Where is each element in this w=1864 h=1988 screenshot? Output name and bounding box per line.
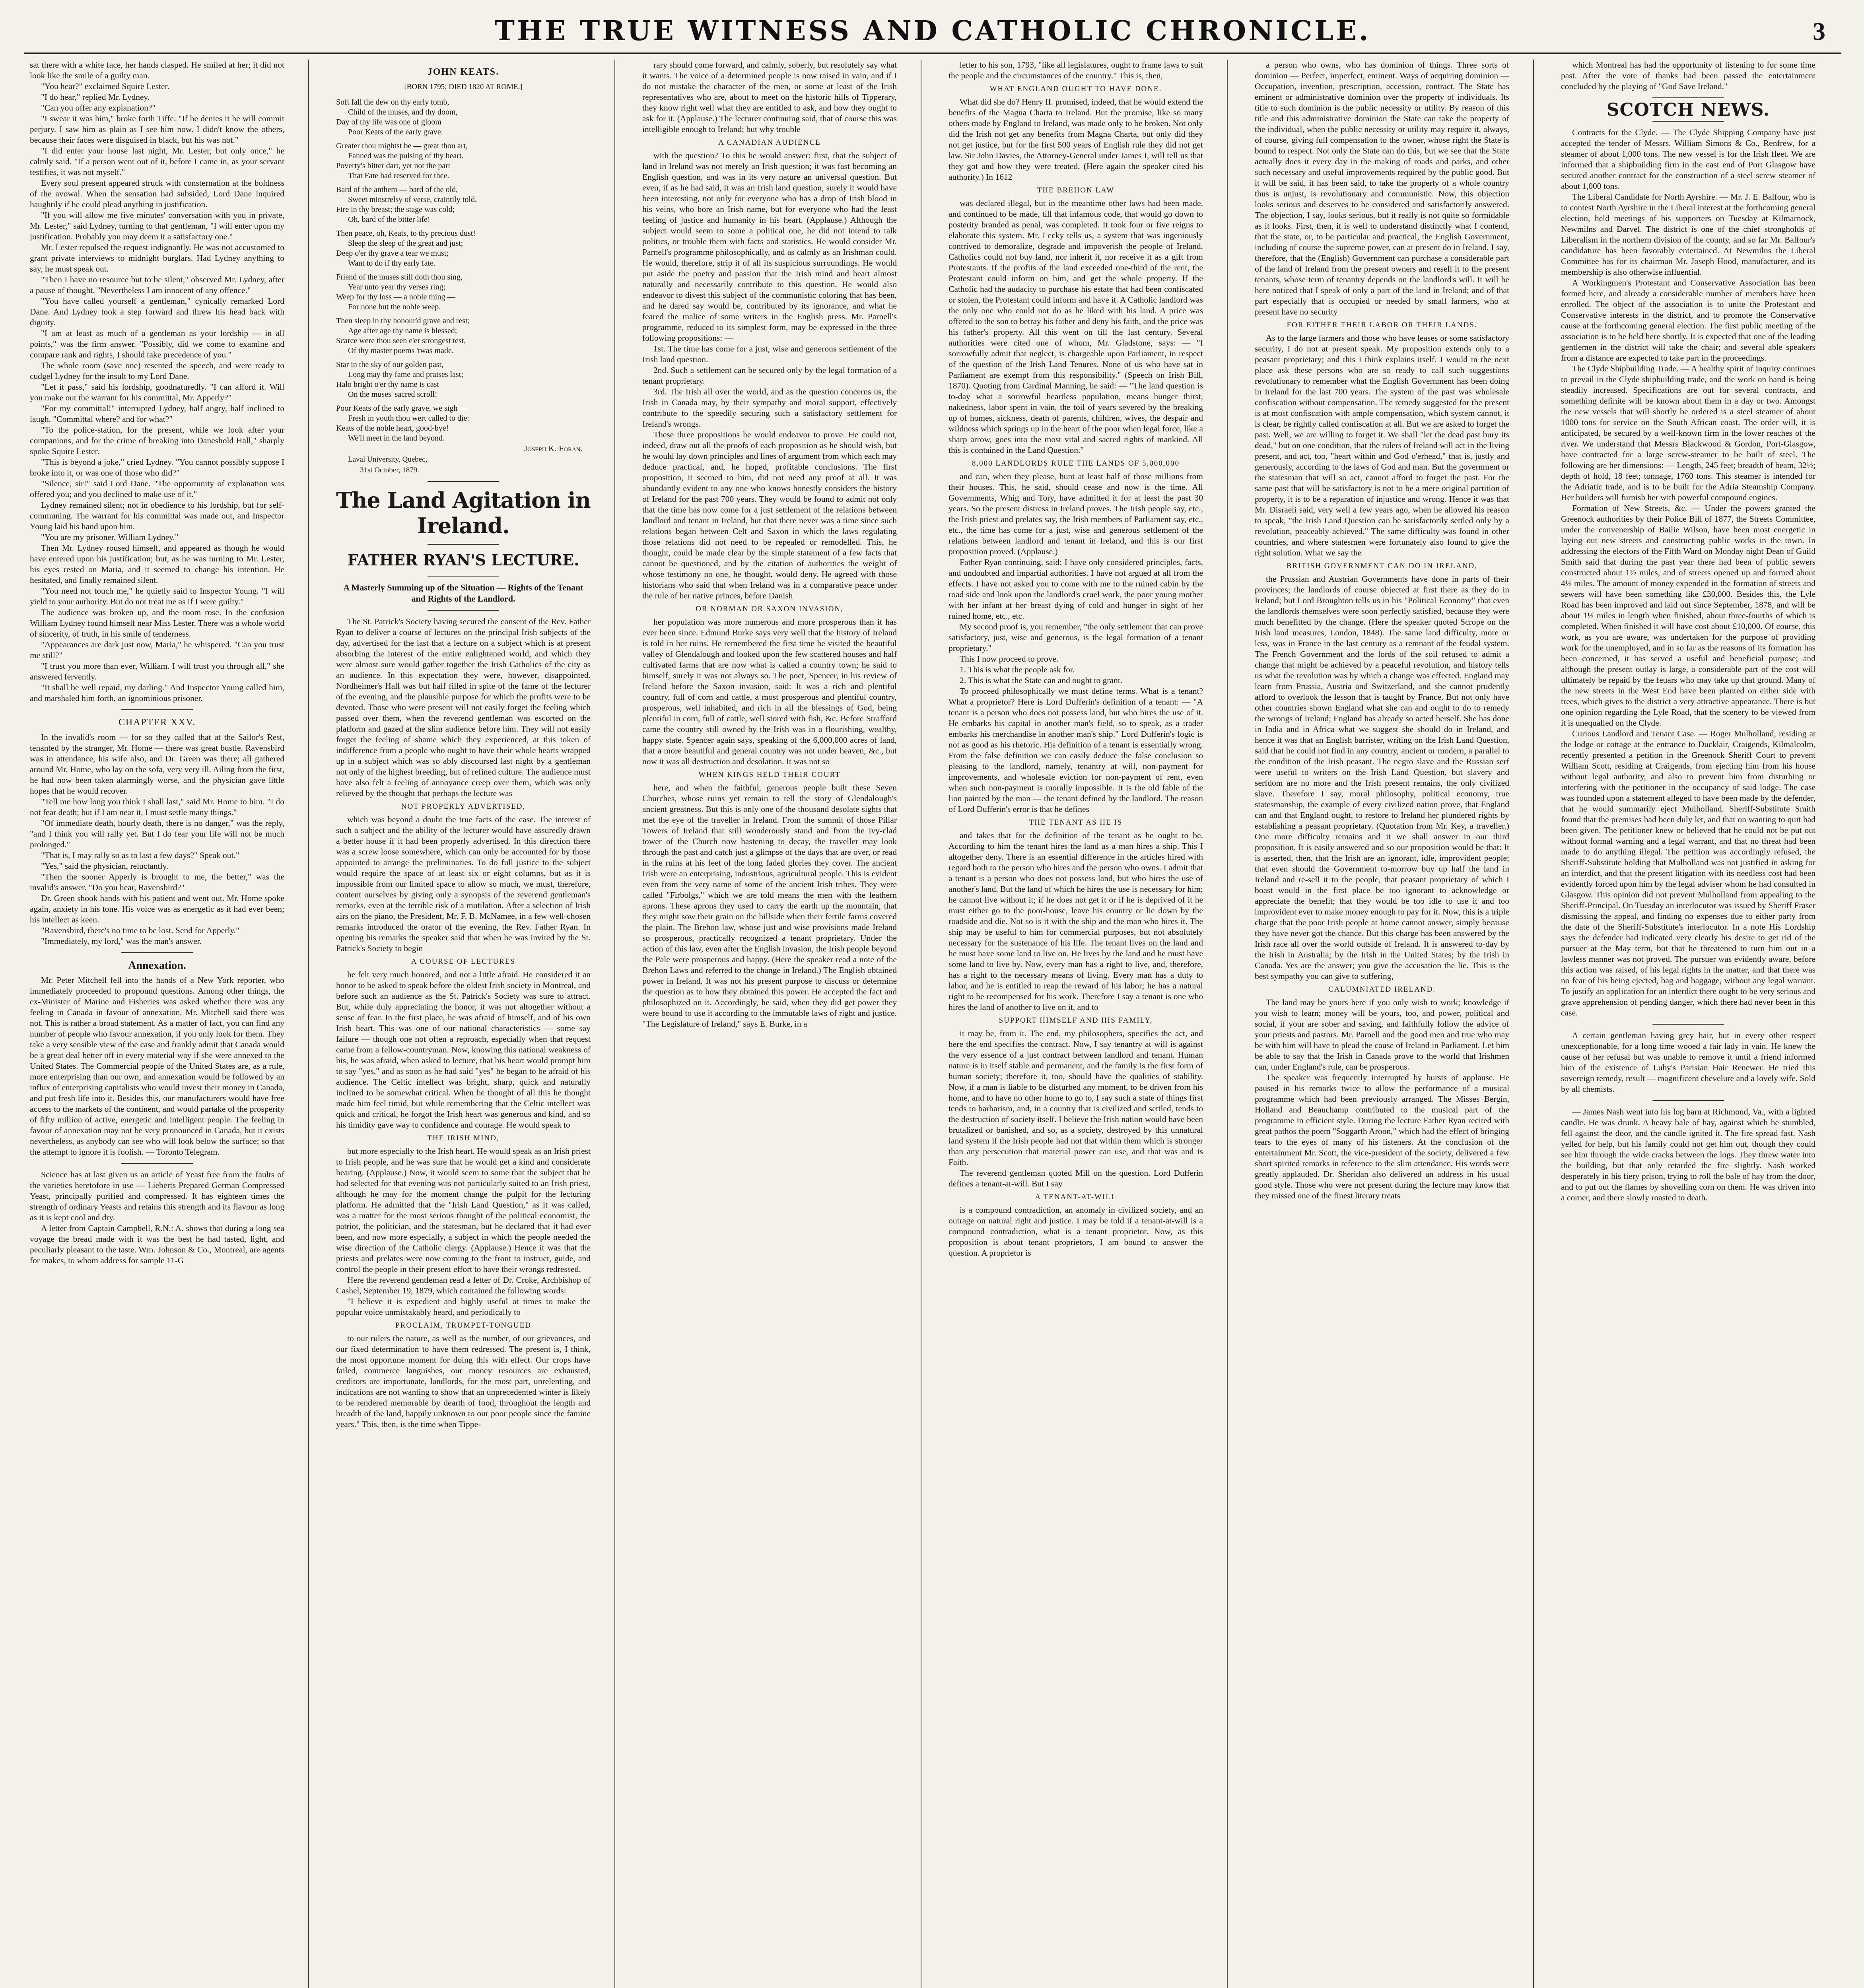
paragraph: What did she do? Henry II. promised, indeed, that he would extend the benefits of the Magna Charta to Ireland. But the promise, like so many others made by England to Ireland, was made only to be broken. Not only did the Irish not get any benefits from Magna Charta, but only did they not get justice, but for the first 500 years of English rule they did not get law. Sir John Davies, the Attorney-General under James I, will tell us that they got and how they were treated. (Here again the speaker cited his authority.) In 1612 (949, 97, 1203, 182)
paragraph: which was beyond a doubt the true facts of the case. The interest of such a subject and the ability of the lecturer would have assuredly drawn a better house if it had been properly advertised. In this direction there was a screw loose somewhere, which can only be accounted for by those appointed to arrange the preliminaries. To do full justice to the subject would require the space of at least six or eight columns, but as it is impossible from our limited space to allow so much, we must, therefore, content ourselves by giving only a synopsis of the reverend gentleman's remarks, even at the terrible risk of a mutilation. After a selection of Irish airs on the piano, the President, Mr. F. B. McNamee, in a few well-chosen remarks introduced the orator of the evening, the Rev. Father Ryan. In opening his remarks the speaker said that when he was invited by the St. Patrick's Society to begin (336, 815, 591, 953)
article-heading: Annexation. (128, 959, 186, 972)
paragraph: "Silence, sir!" said Lord Dane. "The opportunity of explanation was offered you; and you declined to make use of it." (30, 479, 284, 499)
poem-line: Deep o'er thy grave a tear we must; (336, 249, 449, 258)
paragraph: Mr. Peter Mitchell fell into the hands of a New York reporter, who immediately proceeded to propound questions. Among other things, the ex-Minister of Marine and Fisheries was asked whether there was any feeling in Canada in favour of annexation. Mr. Mitchell said there was not. This is rather a broad statement. As a matter of fact, you can find any number of people who favour annexation, if you only look for them. They take a very sensible view of the case and frankly admit that Canada would be a great deal better off in every material way if she were annexed to the United States. The Commercial people of the United States are, as a rule, more enterprising than our own, and annexation would be followed by an influx of enterprising capitalists who would invest their money in Canada, and put fresh life into it. Besides this, our manufacturers would have free access to the markets of the continent, and would partake of the prosperity of fifty million of active, energetic and intelligent people. The feeling in favour of annexation may not be very pronounced in Canada, but it exists nevertheless, as anybody can see who will look below the surface; so that the attempt to ignore it is foolish. — Toronto Telegram. (30, 975, 284, 1157)
poem-line: Fresh in youth thou wert called to die: (348, 414, 469, 423)
divider (121, 1163, 193, 1164)
poem-line: Oh, bard of the bitter life! (348, 215, 430, 224)
poem-line: That Fate had reserved for thee. (348, 171, 449, 180)
paragraph: The audience was broken up, and the room rose. In the confusion William Lydney found himself near Miss Lester. There was a whole world of sincerity, of truth, in his smile of tenderness. (30, 608, 284, 639)
paragraph: "To the police-station, for the present, while we look after your companions, and for the crime of breaking into Daneshold Hall," sharply spoke Squire Lester. (30, 425, 284, 456)
paragraph: To proceed philosophically we must define terms. What is a tenant? What a proprietor? Here is Lord Dufferin's definition of a tenant: — "A tenant is a person who does not possess land, but who hires the use of it. He embarks his capital in another man's field, so to speak, as a trader embarks his merchandise in another man's ship." Lord Dufferin's logic is not as good as his rhetoric. His definition of a tenant is essentially wrong. From the false definition we can easily deduce the false conclusion so pleasing to the landlord, namely, tenantry at will, non-payment for improvements, and wholesale eviction for non-payment of rent, even when such non-payment is morally impossible. It is the old fable of the lion painted by the man — the tenant defined by the landlord. The reason of Lord Dufferin's error is that he defines (949, 686, 1203, 814)
divider (1652, 97, 1724, 98)
poem-line: Child of the muses, and thy doom, (348, 108, 458, 116)
paragraph: "I swear it was him," broke forth Tiffe. "If he denies it he will commit perjury. I saw him as plain as I see him now. I didn't know the others, because their faces were disguised in black, but his was not." (30, 114, 284, 145)
section-subhead: NOT PROPERLY ADVERTISED, (401, 802, 526, 811)
poem-line: Friend of the muses still doth thou sing, (336, 273, 463, 282)
paragraph: 1st. The time has come for a just, wise and generous settlement of the Irish land question. (642, 344, 897, 364)
divider (1652, 1024, 1724, 1025)
poem-line: Keats of the noble heart, good-bye! (336, 424, 449, 433)
paragraph: and can, when they please, hunt at least half of those millions from their houses. This, he said, should cease and now is the time. All Governments, Whig and Tory, have admitted it for at least the past 30 years. So the present distress in Ireland proves. The Irish people say, etc., the Irish priest and prelates say, the Irish members of Parliament say, etc., etc., the time has come for a just, wise and generous settlement of the relations between landlord and tenant in Ireland, and this is our first proposition proved. (Applause.) (949, 472, 1203, 556)
paragraph: letter to his son, 1793, "like all legislatures, ought to frame laws to suit the people and the circumstances of the country." This is, then, (949, 60, 1203, 80)
section-subhead: A TENANT-AT-WILL (1035, 1193, 1117, 1201)
paragraph: Lydney remained silent; not in obedience to his lordship, but for self-communing. The warrant for his committal was made out, and Inspector Young laid his hand upon him. (30, 500, 284, 531)
paragraph: In the invalid's room — for so they called that at the Sailor's Rest, tenanted by the stranger, Mr. Home — there was great bustle. Ravensbird was in attendance, his wife also, and Dr. Green was there; all gathered around Mr. Home, who lay on the sofa, very very ill. Ailing from the first, he had now been taken alarmingly worse, and the physician gave little hopes that he would recover. (30, 732, 284, 796)
paragraph: Mr. Lester repulsed the request indignantly. He was not accustomed to grant private interviews to midnight burglars. Had Lydney anything to say, he must speak out. (30, 243, 284, 274)
column-1 (30, 60, 284, 1988)
divider (121, 952, 193, 953)
paragraph: "Of immediate death, hourly death, there is no danger," was the reply, "and I think you will rally yet. But I do fear your life will not be much prolonged." (30, 818, 284, 849)
paragraph: Formation of New Streets, &c. — Under the powers granted the Greenock authorities by their Police Bill of 1877, the Streets Committee, under the convenership of Bailie Wilson, have been most energetic in laying out new streets and constructing public works in the town. In addressing the electors of the Fifth Ward on Monday night Dean of Guild Smith said that during the past year there had been of public sewers constructed about 1½ miles, and of streets opened up and formed about 4½ miles. The amount of money expended in the formation of streets and sewers will have been something like £30,000. Besides this, the Lyle Road has been improved and laid out since September, 1878, and will be about 1½ miles in length when finished, about three-fourths of which is completed. When finished it will have cost about £10,000. Of course, this work, as you are aware, was undertaken for the purpose of providing work for the unemployed, and in so far as the reasons of its formation has been concerned, it has served a useful and beneficial purpose; and although the present outlay is large, a considerable part of the cost will ultimately be repaid by the feuars who may take up that ground. Many of the new streets in the West End have been planted on either side with trees, which gives to the district a very attractive appearance. There is but one opinion regarding the Lyle Road, that the scenery to be viewed from it is unequalled on the Clyde. (1561, 503, 1815, 728)
section-subhead: PROCLAIM, TRUMPET-TONGUED (395, 1321, 532, 1330)
section-subhead: A COURSE OF LECTURES (411, 957, 516, 966)
poem-line (336, 137, 591, 141)
paragraph: "I trust you more than ever, William. I will trust you through all," she answered fervently. (30, 661, 284, 681)
paragraph: "Let it pass," said his lordship, goodnaturedly. "I can afford it. Will you make out the warrant for his committal, Mr. Apperly?" (30, 382, 284, 402)
column-3 (642, 60, 897, 1988)
divider (428, 576, 499, 577)
column-rule (614, 60, 615, 1988)
section-subhead: THE TENANT AS HE IS (1029, 818, 1123, 827)
divider (121, 709, 193, 710)
paragraph: These three propositions he would endeavor to prove. He could not, indeed, draw out all the proofs of each proposition as he should wish, but he would lay down principles and lines of argument from which each may deduce practical, and, he hoped, profitable conclusions. The first proposition, it seemed to him, did not need any proof at all. It was abundantly evident to any one who knows honestly considers the history of Ireland for the past 700 years. They would be found to admit not only that the time has now come for a just settlement of the relations between landlord and tenant in Ireland, but that there never was a time since such relations began between Celt and Saxon in which the laws regulating those relations did not need to be repealed or remodelled. This, he thought, could be made clear by the simple statement of a few facts that cannot be questioned, and by the citation of authorities the weight of whose testimony no one, he thought, would deny. He agreed with those historians who said that when Ireland was in a comparative peace under the rule of her native princes, before Danish (642, 430, 897, 600)
paragraph: a person who owns, who has dominion of things. Three sorts of dominion — Perfect, imperfect, eminent. Ways of acquiring dominion — Occupation, invention, prescription, accession, contract. The State has eminent or administrative dominion over the property of individuals. Its title to such dominion is the public necessity or utility. By reason of this title and this administrative dominion the State can take the property of the individual, when the public necessity or utility may require it, always, of course, giving full compensation to the owner, whose right the State is bound to respect. Not only the State can do this, but we see that the State actually does it every day in the making of roads and parks, and other such necessary and useful improvements required by the public good. But it will be said, it has been said, to take the property of a whole country thus is unjust, is revolutionary and communistic. Now, this objection looks serious and deserves to be considered and satisfactorily answered. The objection, I say, looks serious, but it really is not quite so formidable as it looks. First, then, it is well to understand distinctly what I contend, that the state, or, to be particular and practical, the English Government, including of course the supreme power, can at present do in Ireland. I say, therefore, that the (English) Government can purchase a considerable part of the land of Ireland from the present owners and resell it to the present tenants, whose term of tenantry depends on the landlord's will. It will be here noticed that I speak of only a part of the land in Ireland; and of that part especially that is occupied or needed by small farmers, who at present have no security (1255, 60, 1509, 316)
paragraph: The St. Patrick's Society having secured the consent of the Rev. Father Ryan to deliver a course of lectures on the principal Irish subjects of the day, advertised for the last that a lecture on a subject which is at present absorbing the interest of the entire enlightened world, and which they were almost sure would gather together the Irish Catholics of the city as an audience. In this expectation they were, however, disappointed. Nordheimer's Hall was but half filled in spite of the fame of the lecturer of the evening, and the plausible purpose for which the profits were to be devoted. Those who were present will not easily forget the feeling which passed over them, when the reverend gentleman was escorted on the platform and gazed at the slim audience before him. They will not easily forget the feeling of shame which they experienced, at this token of indifference from a people who ought to have their whole hearts wrapped up in a subject which was so ably discoursed last night by a gentleman not only of the highest breeding, but of refined culture. The audience must have also felt a feeling of annoyance creep over them, which was only relieved by the thought that perhaps the lecture was (336, 617, 591, 798)
paragraph: A certain gentleman having grey hair, but in every other respect unexceptionable, for a long time wooed a fair lady in vain. He knew the cause of her refusal but was unable to remove it until a friend informed him of the existence of Luby's Parisian Hair Renewer. He tried this sovereign remedy, result — magnificent chevelure and a lovely wife. Sold by all chemists. (1561, 1031, 1815, 1094)
section-subhead: WHAT ENGLAND OUGHT TO HAVE DONE. (989, 85, 1162, 93)
poem-line: Fanned was the pulsing of thy heart. (348, 151, 464, 160)
paragraph: "I did enter your house last night, Mr. Lester, but only once," he calmly said. "If a person went out of it, before I came in, as your servant testifies, it was not myself." (30, 146, 284, 177)
paragraph: here, and when the faithful, generous people built these Seven Churches, whose ruins yet remain to tell the story of Glendalough's ancient greatness. But this is only one of the thousand desolate sights that met the eye of the traveller in Ireland. From the summit of those Pillar Towers of Ireland that still wonderously stand and from the ivy-clad tower of the Church now hastening to decay, the traveller may look through the past and catch just a glimpse of the days that are over, or read in the ruins at his feet of the long faded glories they cover. The ancient Irish were an enterprising, industrious, agricultural people. This is evident even from the very name of some of the ancient Irish tribes. They were called "Firbolgs," which we are told means the men with the leathern aprons. These aprons they used to carry the earth up the mountain, that they might sow their grain on the hillside when their fertile farms covered the plain. The Brehon law, whose just and wise provisions made Ireland so prosperous, practically recognized a tenant proprietary. Under the action of this law, even after the English invasion, the Irish people beyond the Pale were prosperous and happy. (Here the speaker read a note of the Brehon Laws and referred to the change in Ireland.) The English obtained power in Ireland. It was not his present purpose to discuss or determine the question as to how they obtained this power. He accepted the fact and philosophized on it. Accordingly, he said, when they did get power they were bound to use it according to the immutable laws of right and justice. "The Legislature of Ireland," says E. Burke, in a (642, 783, 897, 1029)
paragraph: The Liberal Candidate for North Ayrshire. — Mr. J. E. Balfour, who is to contest North Ayrshire in the Liberal interest at the forthcoming general election, held meetings of his supporters on Tuesday at Kilmarnock, Newmilns and Darvel. The district is one of the chief strongholds of Liberalism in the northern division of the county, and so far Mr. Balfour's candidature has been favorably entertained. At Newmilns the Liberal Committee has for its chairman Mr. Joseph Hood, manufacturer, and its membership is also otherwise influential. (1561, 192, 1815, 277)
paragraph: Curious Landlord and Tenant Case. — Roger Mulholland, residing at the lodge or cottage at the entrance to Ducklair, Craigends, Kilmalcolm, recently presented a petition in the Greenock Sheriff Court to prevent William Scott, residing at Craigends, from ejecting him from his house without legal authority, and also to prevent him from disturbing or interfering with the petitioner in the occupancy of said lodge. The case was founded upon a statement alleged to have been made by the defender, that he would summarily eject Mulholland. Sheriff-Substitute Smith found that the premises had been duly let, and that on wanting to quit had been given. The petitioner knew or believed that he could not be put out without formal warning and a legal warrant, and that no threat had been made to do anything illegal. The petition was accordingly refused, the Sheriff-Substitute holding that Mulholland was not justified in asking for an interdict, and that the present litigation with its needless cost had been evidently forced upon him by the legal adviser whom he had consulted in Glasgow. This opinion did not prevent Mulholland from appealing to the Sheriff-Principal. On Tuesday an interlocutor was issued by Sheriff Fraser dismissing the appeal, and finding no expenses due to either party from the date of the Sheriff-Substitute's interlocutor. In a note His Lordship says the defender had indicated very clearly his desire to get rid of the pursuer at the May term, but that he threatened to turn him out in a lawless manner was not proved. The pursuer was evidently aware, before this action was raised, of his legal rights in the matter, and that there was no fear of his being ejected, bag and baggage, without any legal warrant. To justify an application for an interdict there ought to be very serious and grave apprehension of pending danger, which there had never been in this case. (1561, 729, 1815, 1017)
poem-line: For none but the noble weep. (348, 303, 441, 311)
paragraph: "For my committal!" interrupted Lydney, half angry, half inclined to laugh. "Committal where? and for what?" (30, 404, 284, 424)
paragraph: Here the reverend gentleman read a letter of Dr. Croke, Archbishop of Cashel, September 19, 1879, which contained the following words: (336, 1275, 591, 1295)
poem-line: Fire in thy breast; the stage was cold; (336, 205, 455, 214)
paragraph: "Can you offer any explanation?" (41, 103, 156, 113)
paragraph: 3rd. The Irish all over the world, and as the question concerns us, the Irish in Canada may, by their sympathy and moral support, effectively contribute to the speedily securing such a satisfactory settlement for Ireland's wrongs. (642, 387, 897, 429)
paragraph: "Tell me how long you think I shall last," said Mr. Home to him. "I do not fear death; but if I am near it, I must settle many things." (30, 797, 284, 817)
paragraph: is a compound contradiction, an anomaly in civilized society, and an outrage on natural right and justice. I may be told if a tenant-at-will is a compound contradiction, what is a tenant proprietor. Now, as this proposition is about tenant proprietors, I am bound to answer the question. A proprietor is (949, 1205, 1203, 1258)
lecture-subheading: A Masterly Summing up of the Situation — Rights of the Tenant and Rights of the Landlord. (343, 582, 583, 604)
paragraph: 2. This is what the State can and ought to grant. (960, 676, 1123, 685)
paragraph: "It shall be well repaid, my darling." And Inspector Young called him, and marshaled him forth, an ignominious prisoner. (30, 683, 284, 703)
paragraph: Dr. Green shook hands with his patient and went out. Mr. Home spoke again, anxiety in his tone. His voice was as energetic as it had ever been; his intellect as keen. (30, 893, 284, 924)
poem-line (336, 356, 591, 360)
poem-line (336, 225, 591, 229)
poem-line: Sweet minstrelsy of verse, craintily told, (348, 195, 477, 204)
poem-title: JOHN KEATS. (427, 67, 500, 77)
poem-line: Poor Keats of the early grave. (348, 128, 443, 136)
paragraph: As to the large farmers and those who have leases or some satisfactory security, I do not at present speak. My proposition extends only to a peasant proprietary; and this I think explains itself. I would in the next place ask these persons who are so ready to call such suggestions revolutionary to remember what the English Government has been doing in Ireland for the last 700 years. The system of the past was wholesale confiscation without compensation. The remedy suggested for the present is at most confiscation with ample compensation, which system cannot, it is clear, be rightly called confiscation at all. But we are asked to forget the past. Well, we are willing to forget it. We shall "let the dead past bury its dead," but on one condition, that the rulers of Ireland will act in the living present, and act, too, "heart within and God o'erhead," that is, justly and generously, according to the laws of God and man. But the government or the statesman that will so act, cannot afford to forget the past. For the same past that will be satisfactory is not to be a mere original partition of property, it is to be a reparation of injustice and wrong. Hence it was that Mr. Disraeli said, very well a few years ago, when he allowed his reason to speak, "the Irish Land Question can be satisfactorily settled only by a revolution, peaceably achieved." The same difficulty was found in other countries, and where statesmen were fortunately also found to give the right solution. What we say the (1255, 333, 1509, 557)
paragraph: "This is beyond a joke," cried Lydney. "You cannot possibly suppose I broke into it, or was one of those who did?" (30, 457, 284, 478)
poem-line: Of thy master poems 'twas made. (348, 346, 454, 355)
paragraph: "Appearances are dark just now, Maria," he whispered. "Can you trust me still?" (30, 640, 284, 660)
paragraph: "Then I have no resource but to be silent," observed Mr. Lydney, after a pause of thought. "Nevertheless I am innocent of any offence." (30, 275, 284, 295)
paragraph: The reverend gentleman quoted Mill on the question. Lord Dufferin defines a tenant-at-will. But I say (949, 1168, 1203, 1188)
section-subhead: OR NORMAN OR SAXON INVASION, (696, 605, 844, 613)
paragraph: and takes that for the definition of the tenant as he ought to be. According to him the tenant hires the land as a man hires a ship. This I altogether deny. There is an essential difference in the articles hired with regard both to the person who hires and the person who owns. I admit that a tenant is a person who does not possess land, but who hires the use of another's land. But the land of which he hires the use is necessary for him; he cannot live without it; if he does not get it or if he is deprived of it he must either go to the poor-house, leave his country or lie down by the roadside and die. Not so is it with the ship and the man who hires it. The ship may be useful to him for commercial purposes, but not absolutely necessary for the sustenance of his life. The tenant lives on the land and he must have some land to live on. He lives by the land and he must have some land to live by. Now, every man has a right to live, and, therefore, has a right to the necessary means of living. Every man has a duty to labor, and he is entitled to reap the reward of his labor; he has a natural right to be recompensed for his work. Therefore I say a tenant is one who hires the land of another to live on it, and to (949, 831, 1203, 1012)
paragraph: which Montreal has had the opportunity of listening to for some time past. After the vote of thanks had been passed the entertainment concluded by the playing of "God Save Ireland." (1561, 60, 1815, 91)
section-subhead: THE IRISH MIND, (427, 1134, 500, 1142)
poem-line: Then peace, oh, Keats, to thy precious dust! (336, 229, 476, 238)
paragraph: the Prussian and Austrian Governments have done in parts of their provinces; the landlords of course objected at first there as they do in Ireland; but Lord Broughton tells us in his "Political Economy" that even the landlords themselves were soon perfectly satisfied, because they were much benefitted by the change. (Here the speaker quoted Scrope on the Irish land measures, London, 1848). The same land difficulty, more or less, was in France in the last century as a remnant of the feudal system. The French Government and the lords of the soil refused to admit a change that might be achieved by a peaceful revolution, and history tells us what the revolution was by which a change was effected. England may learn from Prussia, Austria and Switzerland, and she cannot prudently afford to overlook the lesson that is taught by France. But not only have other countries shown England what she can and ought to do to remedy the wrongs of Ireland; England has already so acted herself. She has done in India and in Africa what we suggest she should do in Ireland, and hence it was that an English barrister, writing on the Irish Land Question, said that he could not find in any country, ancient or modern, a parallel to the condition of the Irish peasant. The negro slave and the Russian serf were useful to writers on the Irish Land Question, but slavery and serfdom are no more and the Irish present remains, the only civilized slave. Therefore I say, moral philosophy, political economy, true statesmanship, the example of every civilized nation prove, that England can and that England ought, to restore to Ireland her plundered rights by establishing a peasant proprietary. (Quotation from Mr. Key, a traveller.) One more difficulty remains and it we shall answer in our third proposition. It is easily answered and so our proposition would be that: It is asserted, then, that the Irish are an ignorant, idle, improvident people; that even should the Government to-morrow buy up half the land in Ireland and re-sell it to the people, that peasant proprietary of which I boast would in the first place be too ignorant to acknowledge or appreciate the benefit; that they would be too idle to use it and too improvident ever to make money enough to pay for it. Now, this is a triple charge that the poor Irish people at home cannot answer, simply because they have never got the chance. But this charge has been answered by the Irish race all over the world outside of Ireland. It is answered to-day by the Irish in Australia; by the Irish in the United States; by the Irish in Canada. Yes are the answer; you give the accusation the lie. This is the best sympathy you can give to suffering, (1255, 574, 1509, 981)
paragraph: sat there with a white face, her hands clasped. He smiled at her; it did not look like the smile of a guilty man. (30, 60, 284, 80)
poem-line: Want to do if thy early fate. (348, 259, 435, 268)
paragraph: Then Mr. Lydney roused himself, and appeared as though he would have entered upon his justification; but, as he was turning to Mr. Lester, his eyes rested on Maria, and it seemed to change his intention. He hesitated, and finally remained silent. (30, 543, 284, 585)
section-subhead: CALUMNIATED IRELAND. (1328, 985, 1436, 994)
divider (428, 610, 499, 611)
paragraph: Contracts for the Clyde. — The Clyde Shipping Company have just accepted the tender of Messrs. William Simons & Co., Renfrew, for a steamer of about 1,000 tons. The new vessel is for the Irish fleet. We are informed that a shipbuilding firm in the east end of Port Glasgow have secured another contract for the construction of a steel screw steamer of about 1,000 tons. (1561, 128, 1815, 191)
column-rule (1533, 60, 1534, 1988)
paragraph: "You need not touch me," he quietly said to Inspector Young. "I will yield to your authority. But do not treat me as if I were guilty." (30, 586, 284, 606)
paragraph: Father Ryan continuing, said: I have only considered principles, facts, and undoubted and impartial authorities. I have not argued at all from the effects. I have not asked you to come with me to the ruined cabin by the road side and look upon the landlord's cruel work, the poor young mother with her infant at her breast dying of cold and hunger in sight of her ruined home, etc., etc. (949, 557, 1203, 621)
paragraph: A Workingmen's Protestant and Conservative Association has been formed here, and already a considerable number of members have been enrolled. The object of the association is to unite the Protestant and Conservative interests in the district, and to promote the Conservative cause at the forthcoming general election. The first public meeting of the association is to be held here shortly. It is expected that one of the leading gentlemen in the district will take the chair; and several able speakers from a distance are expected to take part in the proceedings. (1561, 278, 1815, 363)
divider (428, 544, 499, 545)
paragraph: he felt very much honored, and not a little afraid. He considered it an honor to be asked to speak before the oldest Irish society in Montreal, and before such an audience as the St. Patrick's Society was sure to attract. But, while duly appreciating the honor, it was not altogether without a sense of fear. In the first place, he was afraid of himself, and of his own Irish heart. This was one of our national characteristics — some say failure — though one not often a reproach, especially when that request came from a fellow-countryman. Now, knowing this national weakness of his, he was afraid, when asked to lecture, that his heart would prompt him to say "yes," and as soon as he had said "yes" he began to be afraid of his audience. The Celtic intellect was bright, sharp, quick and naturally inclined to be somewhat critical. When he thought of all this he thought made him feel timid, but while remembering that the Celtic intellect was quick and critical, he forgot the Irish heart was generous and kind, and so his timidity gave way to confidence and courage. He would speak to (336, 970, 591, 1130)
poem-line: Star in the sky of our golden past, (336, 360, 443, 369)
paragraph: Every soul present appeared struck with consternation at the boldness of the avowal. When the sensation had subsided, Lord Dane inquired haughtily if he could plead anything in justification. (30, 178, 284, 209)
poem-line: Weep for thy loss — a noble thing — (336, 293, 455, 301)
poem-place: Laval University, Quebec, (348, 455, 428, 464)
paragraph: "You hear?" exclaimed Squire Lester. (41, 82, 169, 91)
poem-date: 31st October, 1879. (360, 466, 420, 474)
lecture-heading: FATHER RYAN'S LECTURE. (347, 551, 579, 569)
poem-line (336, 268, 591, 272)
paragraph: "Yes," said the physician, reluctantly. (41, 861, 169, 871)
section-subhead: FOR EITHER THEIR LABOR OR THEIR LANDS. (1287, 321, 1477, 329)
paragraph: "Immediately, my lord," was the man's answer. (41, 936, 202, 946)
paragraph: — James Nash went into his log barn at Richmond, Va., with a lighted candle. He was drunk. A heavy bale of hay, against which he stumbled, fell against the door, and the candle ignited it. The fire spread fast. Nash yelled for help, but his family could not get him out, though they could see him through the wide cracks between the logs. They threw water into the building, but that only retarded the fire slightly. Nash worked desperately in his fiery prison, trying to roll the bale of hay from the door, and to put out the flames by shovelling corn on them. He was driven into a corner, and there slowly roasted to death. (1561, 1107, 1815, 1202)
paragraph: "You have called yourself a gentleman," cynically remarked Lord Dane. And Lydney took a step forward and threw his head back with dignity. (30, 296, 284, 327)
paragraph: "That is, I may rally so as to last a few days?" Speak out." (41, 850, 239, 860)
column-rule (1227, 60, 1228, 1988)
chapter-heading: CHAPTER XXV. (118, 717, 196, 728)
poem-line (336, 312, 591, 316)
masthead-rule (24, 52, 1841, 54)
paragraph: but more especially to the Irish heart. He would speak as an Irish priest to Irish people, and he was sure that he would get a kind and considerate hearing. (Applause.) Now, it would seem to some that the subject that he had selected for that evening was not particularly suited to an Irish priest, although he may for the moment change the pulpit for the lecturing platform. He admitted that the "Irish Land Question," as it was called, was a matter for the most serious thought of the political economist, the patriot, the politician, and the statesman, but he declared that it had ever been, and now more especially, a subject in which the people needed the wise direction of the Catholic clergy. (Applause.) Hence it was that the priests and prelates were now coming to the front to instruct, guide, and control the people in their present effort to have their wrongs redressed. (336, 1146, 591, 1274)
divider (1652, 1100, 1724, 1101)
scotch-news-heading: SCOTCH NEWS. (1606, 100, 1770, 120)
paragraph: 1. This is what the people ask for. (960, 665, 1075, 674)
paragraph: was declared illegal, but in the meantime other laws had been made, and continued to be made, till that infamous code, that would go down to posterity branded as penal, was completed. It took four or five reigns to elaborate this system. Mr. Lecky tells us, a system that was ingeniously contrived to demoralize, degrade and impoverish the people of Ireland. Catholics could not buy land, nor inherit it, nor receive it as a gift from Protestants. If the profits of the land exceeded one-third of the rent, the Protestant could inform on him, and get the whole property. If the Catholic had the audacity to purchase his estate that had been confiscated or stolen, the Protestant could inform and have it. A Catholic landlord was the only one who could not do as he liked with his land. A price was offered to the son to betray his father and deny his faith, and the price was his father's property. All this went on till the last century. Several authorities were cited one of whom, Mr. Gladstone, says: — "I sorrowfully admit that neglect, is chargeable upon Parliament, in respect of the question of the Irish Land Tenures. None of us who have sat in Parliament are exempt from this responsibility." (Speech on Irish Bill, 1870). Quoting from Cardinal Manning, he said: — "The land question is to-day what a sorrowful heartless population, means hunger thirst, nakedness, labor spent in vain, the toil of years severed by the breaking up of homes, sickness, death of parents, children, wives, the despair and wildness which springs up in the heart of the poor when legal force, like a sharp arrow, goes into the most vital and sacred rights of mankind. All this is contained in the Land Question." (949, 198, 1203, 455)
masthead (24, 12, 1841, 56)
paragraph: My second proof is, you remember, "the only settlement that can prove satisfactory, just, wise and generous, is the legal formation of a tenant proprietary." (949, 622, 1203, 653)
paragraph: "I am at least as much of a gentleman as your lordship — in all points," was the firm answer. "Possibly, did we come to examine and compare rank and rights, I should take precedence of you." (30, 328, 284, 359)
land-agitation-heading: The Land Agitation in Ireland. (336, 487, 591, 538)
poem-line: Long may thy fame and praises last; (348, 370, 463, 379)
poem-line: Year unto year thy verses ring; (348, 283, 446, 291)
column-2 (336, 60, 591, 1988)
poem-line: Scarce were thou seen e'er strongest test, (336, 336, 466, 345)
divider (428, 481, 499, 482)
section-subhead: WHEN KINGS HELD THEIR COURT (698, 771, 841, 779)
poem-line: Soft fall the dew on thy early tomb, (336, 98, 449, 107)
paragraph: "I believe it is expedient and highly useful at times to make the popular voice unmistakably heard, and periodically to (336, 1297, 591, 1317)
paragraph: The speaker was frequently interrupted by bursts of applause. He paused in his remarks twice to allow the performance of a musical programme which had been previously arranged. The Misses Bergin, Holland and Beauchamp contributed to the musical part of the programme in efficient style. During the lecture Father Ryan recited with great pathos the poem "Soggarth Aroon," which had the effect of bringing tears to the eyes of many of his listeners. At the conclusion of the entertainment Mr. Scott, the vice-president of the society, delivered a few short spirited remarks in reference to the slim attendance. His words were greatly applauded. Dr. Sheridan also delivered an address in his usual good style. Those who were not present during the lecture may know that they missed one of the finest literary treats (1255, 1073, 1509, 1200)
paragraph: rary should come forward, and calmly, soberly, but resolutely say what it wants. The voice of a determined people is now raised in vain, and if I do not mistake the character of the men, or some at least of the Irish representatives who are, about to meet on the historic hills of Tipperary, they know right well what they are entitled to ask, and how they ought to ask for it. (Applause.) The lecturer continuing said, that of course this was intelligible enough to Ireland; but why trouble (642, 60, 897, 134)
paragraph: Science has at last given us an article of Yeast free from the faults of the varieties heretofore in use — Lieberts Prepared German Compressed Yeast, principally purified and compressed. It has eighteen times the strength of ordinary Yeasts and retains this strength and its flavour as long as it is kept cool and dry. (30, 1170, 284, 1222)
poem-line: Halo bright o'er thy name is cast (336, 380, 439, 389)
divider (1652, 121, 1724, 122)
poem-line (336, 400, 591, 404)
paragraph: "Then the sooner Apperly is brought to me, the better," was the invalid's answer. "Do you hear, Ravensbird?" (30, 872, 284, 892)
paragraph: The whole room (save one) resented the speech, and were ready to cudgel Lydney for the insult to my Lord Dane. (30, 361, 284, 381)
poem-line: Poverty's bitter dart, yet not the part (336, 161, 451, 170)
poem-line (336, 181, 591, 185)
section-subhead: BRITISH GOVERNMENT CAN DO IN IRELAND, (1286, 562, 1478, 570)
poem-line: Greater thou mightst be — great thou art, (336, 142, 468, 150)
column-4 (949, 60, 1203, 1988)
paragraph: "You are my prisoner, William Lydney." (41, 532, 179, 542)
poem-line: Age after age thy name is blessed; (348, 326, 457, 335)
page-number: 3 (1813, 17, 1825, 45)
poem-line: On the muses' sacred scroll! (348, 390, 437, 399)
paragraph: This I now proceed to prove. (960, 654, 1059, 664)
poem-author: Joseph K. Foran. (524, 444, 583, 453)
paragraph: with the question? To this he would answer: first, that the subject of land in Ireland was not merely an Irish question; it was fast becoming an English question, and was in its very nature an universal question. But even, if as he had said, it was an Irish land question, surely it would have been interesting, not only for everyone who has a drop of Irish blood in his veins, who bore an Irish name, but for everyone who had the least feeling of justice and humanity in his heart. (Applause.) Although the subject would seem to some a political one, he did not intend to talk politics, or trouble them with facts and statistics. He would consider Mr. Parnell's programme philosophically, and as calmly as an Irishman could. He would, therefore, strip it of all its suspicious surroundings. He would put aside the poetry and passion that the Irish mind and heart almost naturally and necessarily contribute to this question. He would also endeavor to divest this subject of the communistic coloring that has been, and he dared say would be, contributed by its ignorance, and what he feared the malice of some writers in the English press. Mr. Parnell's programme, reduced to its simplest form, may be expressed in the three following propositions: — (642, 151, 897, 343)
paragraph: her population was more numerous and more prosperous than it has ever been since. Edmund Burke says very well that the history of Ireland is told in her ruins. He remembered the first time he visited the beautiful valley of Glendalough and looked upon the few scattered houses and half cultivated farms that are now what is called a country town; he said to himself, surely it was not always so. The poet, Spencer, in his review of Ireland before the Saxon invasion, said: It was a rich and plentiful country, full of corn and cattle, a most prosperous and plentiful country, prosperous, well inhabited, and rich in all the blessings of God, being plentiful in corn, full of cattle, well stored with fish, &c. Before Strafford came the country still owned by the Irish was in a flourishing, wealthy, happy state. Spencer again says, speaking of the 6,000,000 acres of land, that a more beautiful and general country was not under heaven, &c., but now it was all destruction and desolation. It was not so (642, 617, 897, 766)
paragraph: to our rulers the nature, as well as the number, of our grievances, and our fixed determination to have them redressed. The present is, I think, the most opportune moment for doing this with effect. Our crops have failed, commerce languishes, our money resources are exhausted, creditors are importunate, landlords, for the most part, unrelenting, and indications are not wanting to show that an unprecedented winter is likely to be rendered memorable by dearth of food, throughout the length and breadth of the land, happily unknown to our poor people since the famine years." This, then, is the time when Tippe- (336, 1334, 591, 1429)
section-subhead: SUPPORT HIMSELF AND HIS FAMILY, (999, 1016, 1153, 1025)
poem-dates: [BORN 1795; DIED 1820 AT ROME.] (404, 83, 523, 91)
poem-line: We'll meet in the land beyond. (348, 434, 445, 443)
column-6 (1561, 60, 1815, 1988)
poem-line: Then sleep in thy honour'd grave and rest; (336, 316, 470, 325)
poem-line: Bard of the anthem — bard of the old, (336, 185, 458, 194)
paragraph: it may be, from it. The end, my philosophers, specifies the act, and here the end specifies the contract. Now, I say tenantry at will is against the very essence of a just contract between landlord and tenant. Human nature is in itself stable and permanent, and the family is the first form of human society; therefore it, too, should have the qualities of stability. Now, if a man is liable to be disturbed any moment, to be driven from his home, and to have no other home to go to, I say such a state of things first tends to barbarism, and, in a country that is civilized and settled, tends to the destruction of society itself. I believe the Irish nation would have been brutalized or banished, and so, as a society, destroyed by this unnatural land system if the Irish people had not that within them which is stronger than any persecution that material power can use, and that was and is Faith. (949, 1029, 1203, 1167)
poem-line: Sleep the sleep of the great and just; (348, 239, 463, 248)
column-rule (308, 60, 309, 1988)
poem-line: Day of thy life was one of gloom (336, 118, 441, 126)
newspaper-title: THE TRUE WITNESS AND CATHOLIC CHRONICLE. (494, 15, 1371, 47)
section-subhead: THE BREHON LAW (1037, 186, 1115, 194)
paragraph: "Ravensbird, there's no time to be lost. Send for Apperly." (41, 926, 239, 935)
poem (336, 97, 591, 443)
paragraph: The Clyde Shipbuilding Trade. — A healthy spirit of inquiry continues to prevail in the Clyde shipbuilding trade, and the work on hand is being steadily increased. Specifications are out for several contracts, and something definite will be known about them in a day or two. Amongst the new vessels that will shortly be ordered is a steel steamer of about 1000 tons for service on the South African coast. The order will, it is anticipated, be secured by a well-known firm in the lower reaches of the river. We understand that Messrs Blackwood & Gordon, Port-Glasgow, have contracted for a large screw-steamer to be built of steel. The following are her dimensions: — Length, 245 feet; breadth of beam, 32½; depth of hold, 18 feet; tonnage, 1760 tons. This steamer is intended for the Adriatic trade, and is to be built for the Adria Steamship Company. Her builders will furnish her with powerful compound engines. (1561, 364, 1815, 502)
paragraph: A letter from Captain Campbell, R.N.: A. shows that during a long sea voyage the bread made with it was the best he had tasted, light, and peculiarly pleasant to the taste. Wm. Johnson & Co., Montreal, are agents for makes, to whom address for sample 11-G (30, 1223, 284, 1265)
paragraph: "I do hear," replied Mr. Lydney. (41, 92, 150, 102)
paragraph: The land may be yours here if you only wish to work; knowledge if you wish to learn; money will be yours, too, and power, political and social, if your are sober and saving, and faithfully follow the advice of your priests and pastors. Mr. Parnell and the good men and true who may be with him will have to plead the cause of Ireland in Parliament. Let him be able to say that the Irish in Canada prove to the world that Irishmen can, under England's rule, can be prosperous. (1255, 998, 1509, 1072)
paragraph: "If you will allow me five minutes' conversation with you in private, Mr. Lester," said Lydney, turning to that gentleman, "I will enter upon my justification. Probably you may deem it a satisfactory one." (30, 210, 284, 241)
section-subhead: A CANADIAN AUDIENCE (718, 138, 821, 147)
poem-line: Poor Keats of the early grave, we sigh — (336, 404, 468, 413)
paragraph: 2nd. Such a settlement can be secured only by the legal formation of a tenant proprietary. (642, 365, 897, 386)
section-subhead: 8,000 LANDLORDS RULE THE LANDS OF 5,000,000 (972, 459, 1180, 468)
column-5 (1255, 60, 1509, 1988)
